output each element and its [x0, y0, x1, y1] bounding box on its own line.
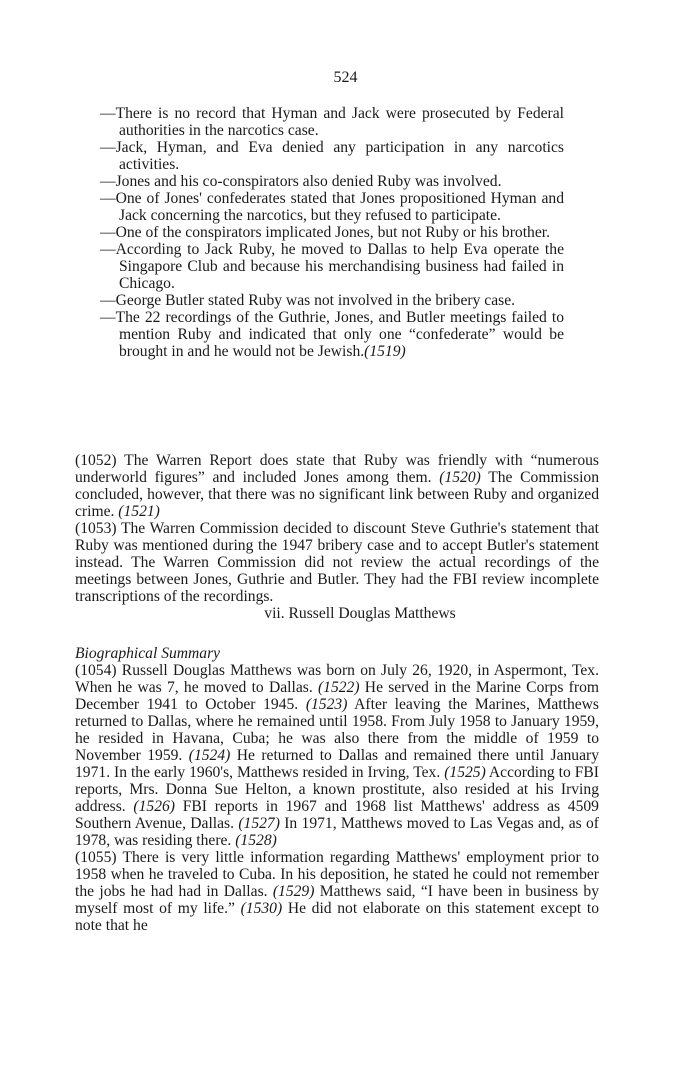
bullet-text: —George Butler stated Ruby was not involved in the bribery case. — [100, 292, 516, 309]
footnote-ref: (1524) — [188, 747, 231, 764]
bullet-item — [100, 139, 564, 173]
paragraph-text: The Commission concluded, however, that there was no significant link between Ruby and organized crime. — [75, 469, 599, 520]
footnote-ref: (1525) — [444, 764, 486, 781]
bullet-item — [100, 241, 564, 292]
bullet-text: —According to Jack Ruby, he moved to Dallas to help Eva operate the Singapore Club and because his merchandising business had failed in Chicago. — [100, 241, 564, 292]
page-number: 524 — [333, 69, 358, 86]
paragraph-text: He returned to Dallas and remained there until January 1971. In the early 1960's, Matthews resided in Irving, Tex. — [75, 747, 599, 781]
paragraph-1054 — [75, 662, 599, 849]
footnote-ref: (1529) — [272, 883, 315, 900]
paragraph-1053: (1053) The Warren Commission decided to discount Steve Guthrie's statement that Ruby was mentioned during the 1947 bribery case and to accept Butler's statement instead. The Warren Commission did not review the actual recordings of the meetings between Jones, Guthrie and Butler. They had the FBI review incomplete transcriptions of the recordings. — [75, 520, 599, 605]
footnote-ref: (1520) — [439, 469, 481, 486]
paragraph-text: He served in the Marine Corps from December 1941 to October 1945. — [75, 679, 599, 713]
footnote-ref: (1530) — [240, 900, 283, 917]
paragraph-text: He did not elaborate on this statement except to note that he — [75, 900, 599, 934]
bullet-text: —Jones and his co-conspirators also denied Ruby was involved. — [100, 173, 502, 190]
paragraph-text: In 1971, Matthews moved to Las Vegas and, as of 1978, was residing there. — [75, 815, 599, 849]
bullet-text: —There is no record that Hyman and Jack were prosecuted by Federal authorities in the narcotics case. — [100, 105, 564, 139]
subheading: Biographical Summary — [75, 645, 221, 662]
footnote-ref: (1526) — [133, 798, 175, 815]
paragraph-text: According to FBI reports, Mrs. Donna Sue Helton, a known prostitute, also resided at his Irving address. — [75, 764, 600, 815]
bullet-item — [100, 224, 564, 241]
footnote-ref: (1528) — [235, 832, 277, 849]
footnote-ref: (1519) — [364, 343, 406, 360]
footnote-ref: (1527) — [238, 815, 280, 832]
paragraph-text: (1055) There is very little information regarding Matthews' employment prior to 1958 when he traveled to Cuba. In his deposition, he stated he could not remember the jobs he had had in Dallas. — [75, 849, 599, 900]
bullet-list — [100, 105, 564, 360]
bullet-item — [100, 105, 564, 139]
body-text-upper — [75, 452, 599, 622]
paragraph-text: Matthews said, “I have been in business by myself most of my life.” — [75, 883, 599, 917]
paragraph-text: After leaving the Marines, Matthews returned to Dallas, where he remained until 1958. From July 1958 to January 1959, he resided in Havana, Cuba; he was also there from the middle of 1959 to November 1959. — [75, 696, 599, 764]
footnote-ref: (1522) — [317, 679, 360, 696]
paragraph-text: FBI reports in 1967 and 1968 list Matthews' address as 4509 Southern Avenue, Dallas. — [75, 798, 599, 832]
bullet-text: —Jack, Hyman, and Eva denied any participation in any narcotics activities. — [100, 139, 564, 173]
bullet-item — [100, 173, 564, 190]
bullet-item — [100, 190, 564, 224]
bullet-text: —One of the conspirators implicated Jones, but not Ruby or his brother. — [100, 224, 550, 241]
footnote-ref: (1523) — [305, 696, 348, 713]
footnote-ref: (1521) — [118, 503, 160, 520]
paragraph-text: (1054) Russell Douglas Matthews was born on July 26, 1920, in Aspermont, Tex. When he was 7, he moved to Dallas. — [75, 662, 599, 696]
bullet-text: —One of Jones' confederates stated that Jones propositioned Hyman and Jack concerning the narcotics, but they refused to participate. — [100, 190, 564, 224]
bullet-item — [100, 292, 564, 309]
bullet-item — [100, 309, 564, 360]
bullet-text: —The 22 recordings of the Guthrie, Jones, and Butler meetings failed to mention Ruby and indicated that only one “confederate” would be brought in and he would not be Jewish. — [100, 309, 564, 360]
paragraph-1052 — [75, 452, 599, 520]
paragraph-text: (1052) The Warren Report does state that Ruby was friendly with “numerous underworld figures” and included Jones among them. — [75, 452, 599, 486]
body-text-lower — [75, 645, 599, 934]
paragraph-1055 — [75, 849, 599, 934]
section-heading: vii. Russell Douglas Matthews — [264, 605, 456, 622]
